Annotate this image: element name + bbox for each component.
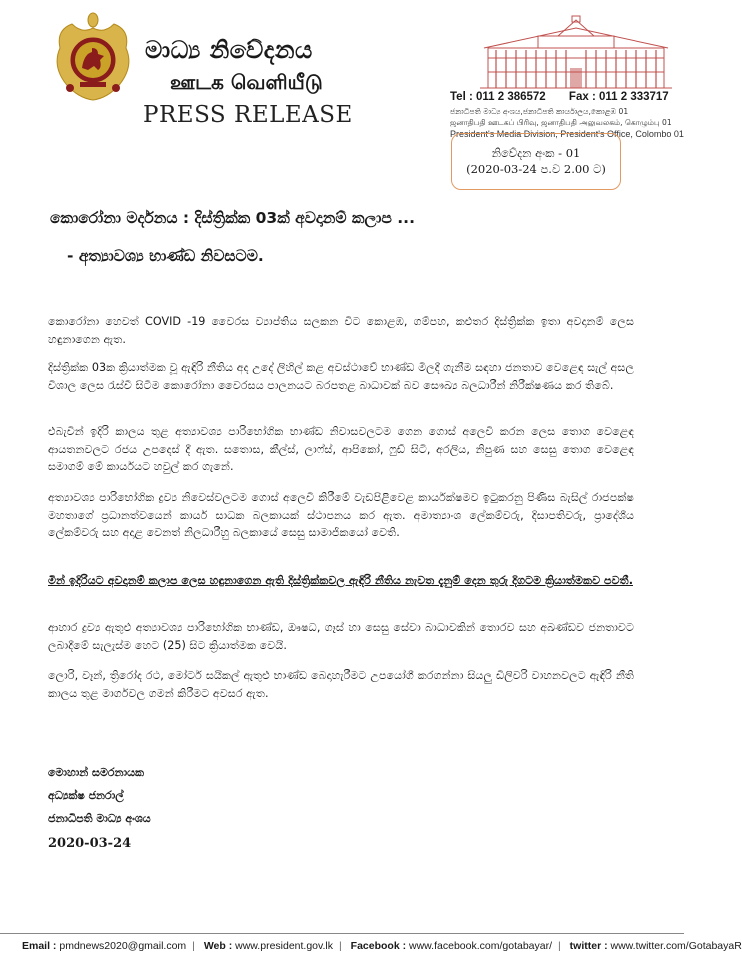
twitter-label: twitter : xyxy=(569,940,608,952)
signatory-designation: අධ්‍යක්ෂ ජනරාල් xyxy=(48,789,124,802)
tel-label: Tel xyxy=(450,91,466,103)
fax-value: : 011 2 333717 xyxy=(591,91,669,103)
body-paragraph-2: දිස්ත්‍රික්ක 03ක ක්‍රියාත්මක වූ ඇඳිරි නීතිය අද උදේ ලිහිල් කළ අවස්ථාවේ භාණ්ඩ මිලදී ගැනීම සඳහා ජනතාව වෙළෙඳ සැල් අසල විශාල ලෙස රැස්වී සිටීම කොරෝනා වෛරසය පාලනයට බරපතළ බාධාවක් බව සෞඛ්‍ය බලධාරීන් නිරීක්ෂණය කර තිබේ. xyxy=(48,361,634,392)
body-paragraph-4: අත්‍යාවශ්‍ය පාරිභෝගික ද්‍රව්‍ය නිවෙස්වලටම ගොස් අලෙවි කිරීමේ වැඩපිළිවෙළ කාර්යක්ෂමව ඉටුකරනු පිණිස බැසිල් රාජපක්ෂ මහතාගේ ප්‍රධානත්වයෙන් කාර්ය සාධක බලකායක් ස්ථාපනය කර ඇත. අමාත්‍යාංශ ලේකම්වරු, දිසාපතිවරු, ප්‍රාදේශීය ලේකම්වරු සහ අදාළ වෙනත් නිලධාරීහු බලකායේ සෙසු සාමාජිකයෝ වෙති. xyxy=(48,491,634,539)
tel-value: : 011 2 386572 xyxy=(468,91,546,103)
signatory-name: මොහාන් සමරනායක xyxy=(48,766,144,779)
address-english: President's Media Division, President's Office, Colombo 01 xyxy=(450,129,684,139)
contact-phone-fax xyxy=(450,91,669,103)
header-title-tamil: ஊடக வெளியீடு xyxy=(170,70,323,94)
footer-divider xyxy=(0,933,684,934)
body-paragraph-7: ලොරි, වෑන්, ත්‍රිරෝද රථ, මෝටර් සයිකල් ඇතුළු භාණ්ඩ බෙදාහැරීමට උපයෝගී කරගන්නා සියලු ඩිලිවරි වාහනවලට ඇඳිරි නීති කාලය තුළ මාර්ගවල ගමන් කිරීමට අවසර ඇත. xyxy=(48,669,634,700)
body-paragraph-3: එබැවින් ඉදිරි කාලය තුළ අත්‍යාවශ්‍ය පාරිභෝගික භාණ්ඩ නිවාසවලටම ගෙන ගොස් අලෙවි කරන ලෙස තොග වෙළෙඳ ආයතනවලට රජය උපදෙස් දී ඇත. සතොස, කීල්ස්, ලාෆ්ස්, ආපිකෝ, ෆුඩ් සිටි, අරලිය, නිපුණ සහ සෙසු තොග වෙළෙඳ සමාගම් මේ කාර්යයට හවුල් කර ගැනේ. xyxy=(48,425,634,473)
release-reference-box xyxy=(451,133,621,190)
signature-date: 2020-03-24 xyxy=(48,836,132,851)
fax-label: Fax xyxy=(568,91,589,103)
web-label: Web : xyxy=(203,940,233,952)
facebook-link[interactable]: www.facebook.com/gotabayar/ xyxy=(409,940,553,952)
footer-contacts: Email : pmdnews2020@gmail.com | Web : www.president.gov.lk | Facebook : www.facebook.com/gotabayar/ | twitter : www.twitter.com/GotabayaR xyxy=(22,940,742,952)
body-paragraph-6: ආහාර ද්‍රව්‍ය ඇතුළු අත්‍යාවශ්‍ය පාරිභෝගික භාණ්ඩ, ඖෂධ, ගෑස් හා සෙසු සේවා බාධාවකින් තොරව සහ අඛණ්ඩව ජනතාවට ලබාදීමේ සැලැස්ම හෙට (25) සිට ක්‍රියාත්මක වෙයි. xyxy=(48,621,634,652)
email-label: Email : xyxy=(22,940,57,952)
release-title: කොරෝනා මර්දනය : දිස්ත්‍රික්ක 03ක් අවදානම් කලාප ... xyxy=(50,209,415,227)
release-number: නිවේදන අංක - 01 xyxy=(491,146,581,160)
email-link[interactable]: pmdnews2020@gmail.com xyxy=(59,940,187,952)
release-datetime: (2020-03-24 ප.ව 2.00 ට) xyxy=(466,162,606,176)
address-sinhala: ජනාධිපති මාධ්‍ය අංශය,ජනාධිපති කාර්යාලය,කොළඹ 01 xyxy=(450,107,629,116)
signatory-division: ජනාධිපති මාධ්‍ය අංශය xyxy=(48,812,151,825)
release-subtitle: - අත්‍යාවශ්‍ය භාණ්ඩ නිවසටම. xyxy=(67,247,264,265)
address-tamil: ஜனாதிபதி ஊடகப் பிரிவு, ஜனாதிபதி அலுவலகம், கொழும்பு 01 xyxy=(450,118,672,127)
presidents-office-building-image xyxy=(478,14,674,90)
web-link[interactable]: www.president.gov.lk xyxy=(235,940,333,952)
header-title-english: PRESS RELEASE xyxy=(143,102,353,128)
sri-lanka-emblem-logo xyxy=(52,10,134,102)
facebook-label: Facebook : xyxy=(350,940,407,952)
body-paragraph-5-curfew-notice: මින් ඉදිරියට අවදානම් කලාප ලෙස හඳුනාගෙන ඇති දිස්ත්‍රික්කවල ඇඳිරි නීතිය නැවත දැනුම් දෙන තුරු දිගටම ක්‍රියාත්මකව පවතී. xyxy=(48,574,633,587)
header-title-sinhala: මාධ්‍ය නිවේදනය xyxy=(145,36,313,64)
body-paragraph-1: කොරෝනා හෙවත් COVID -19 වෛරස ව්‍යාප්තිය සලකන විට කොළඹ, ගම්පහ, කළුතර දිස්ත්‍රික්ක ඉතා අවදානම් ලෙස හඳුනාගෙන ඇත. xyxy=(48,315,634,346)
twitter-link[interactable]: www.twitter.com/GotabayaR xyxy=(610,940,742,952)
